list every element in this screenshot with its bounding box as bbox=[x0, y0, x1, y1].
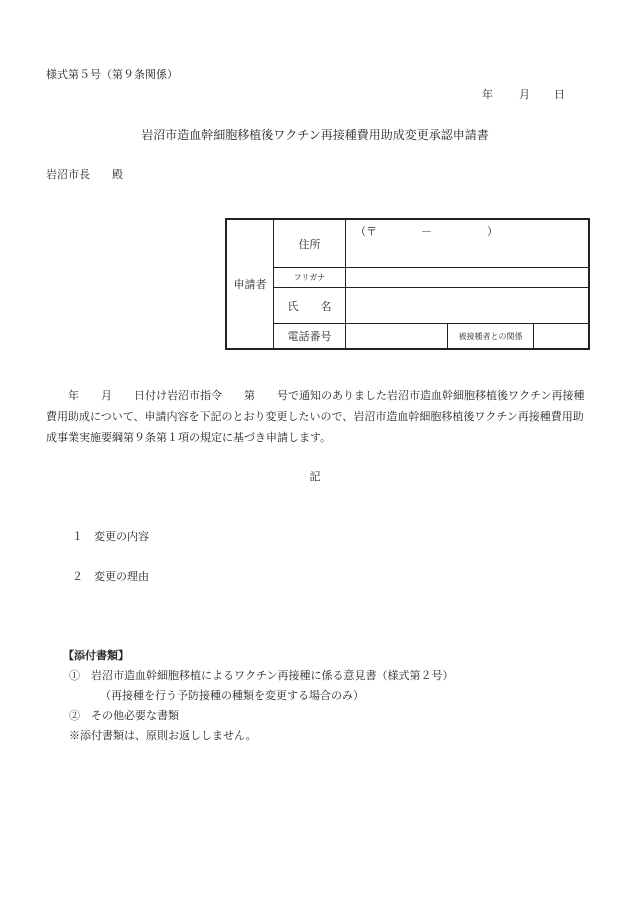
attachment-item-1-note: （再接種を行う予防接種の種類を変更する場合のみ） bbox=[100, 689, 364, 702]
name-label: 氏 名 bbox=[287, 299, 332, 313]
address-label: 住所 bbox=[298, 237, 321, 251]
phone-label: 電話番号 bbox=[287, 330, 332, 343]
ki-label: 記 bbox=[309, 470, 321, 483]
attachment-note: ※添付書類は、原則お返ししません。 bbox=[69, 729, 257, 742]
date-month: 月 bbox=[519, 88, 530, 101]
document-title: 岩沼市造血幹細胞移植後ワクチン再接種費用助成変更承認申請書 bbox=[141, 128, 489, 142]
date-year: 年 bbox=[482, 88, 493, 101]
relation-field[interactable] bbox=[534, 324, 588, 348]
name-field[interactable] bbox=[346, 288, 586, 323]
postal-code-field[interactable]: （〒 － ） bbox=[355, 225, 498, 238]
body-paragraph bbox=[46, 385, 586, 448]
form-number: 様式第５号（第９条関係） bbox=[46, 68, 178, 81]
item-change-content: １ 変更の内容 bbox=[72, 530, 149, 543]
addressee: 岩沼市長 殿 bbox=[46, 168, 123, 181]
furigana-label: フリガナ bbox=[293, 273, 326, 282]
item-change-reason: ２ 変更の理由 bbox=[72, 570, 149, 583]
furigana-field[interactable] bbox=[346, 268, 586, 287]
body-text: 年 月 日付け岩沼市指令 第 号で通知のありました岩沼市造血幹細胞移植後ワクチン再接種費用助成について、申請内容を下記のとおり変更したいので、岩沼市造血幹細胞移植後ワクチン再接種費用助成事業実施要綱第９条第１項の規定に基づき申請します。 bbox=[46, 389, 585, 444]
attachments-heading: 【添付書類】 bbox=[63, 649, 129, 662]
relation-label: 被接種者との関係 bbox=[458, 331, 523, 341]
attachment-item-2: ② その他必要な書類 bbox=[69, 709, 179, 722]
applicant-table bbox=[225, 218, 590, 350]
applicant-label: 申請者 bbox=[233, 278, 267, 291]
attachment-item-1: ① 岩沼市造血幹細胞移植によるワクチン再接種に係る意見書（様式第２号） bbox=[69, 669, 454, 682]
date-day: 日 bbox=[554, 88, 565, 101]
phone-field[interactable] bbox=[346, 324, 447, 348]
date-line bbox=[482, 86, 565, 102]
